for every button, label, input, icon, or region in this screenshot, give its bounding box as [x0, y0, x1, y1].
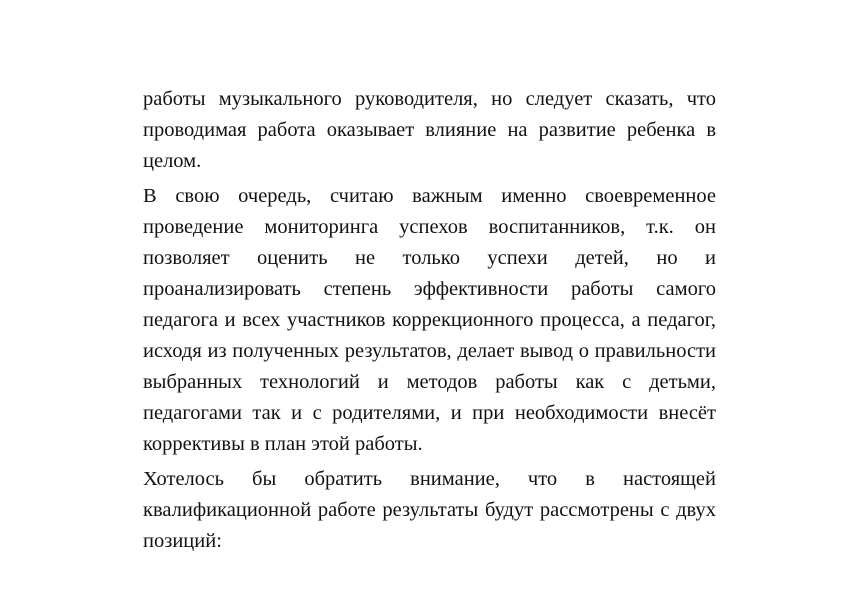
paragraph-3: Хотелось бы обратить внимание, что в настоящей квалификационной работе результаты будут рассмотрены с двух позиций:: [143, 468, 716, 552]
body-text: [143, 84, 716, 557]
paragraph-2: В свою очередь, считаю важным именно своевременное проведение мониторинга успехов воспитанников, т.к. он позволяет оценить не только успехи детей, но и проанализировать степень эффективности работы самого педагога и всех участников коррекционного процесса, а педагог, исходя из полученных результатов, делает вывод о правильности выбранных технологий и методов работы как с детьми, педагогами так и с родителями, и при необходимости внесёт коррективы в план этой работы.: [143, 185, 716, 455]
paragraph-1: работы музыкального руководителя, но следует сказать, что проводимая работа оказывает влияние на развитие ребенка в целом.: [143, 88, 716, 172]
